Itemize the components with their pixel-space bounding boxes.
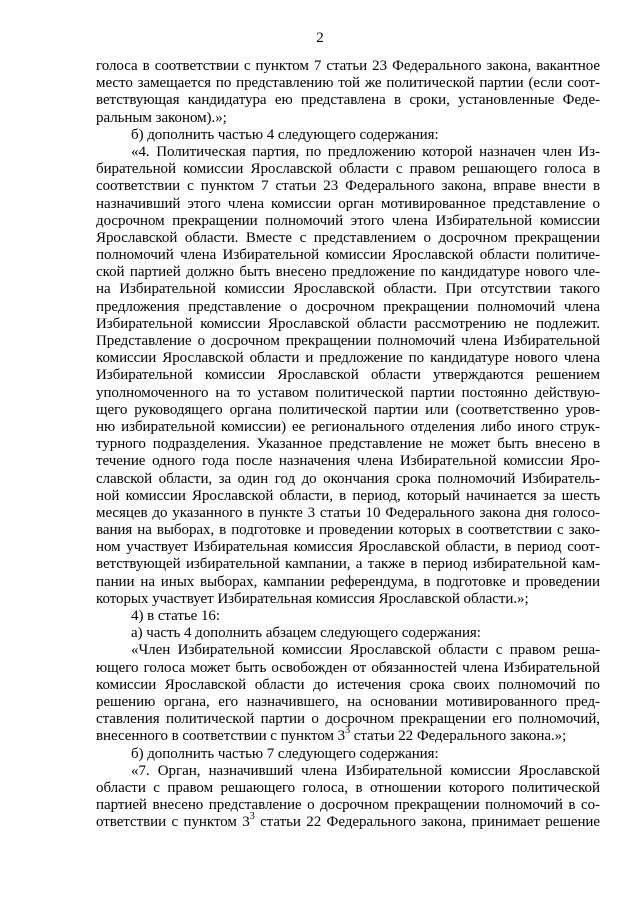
text-line bbox=[96, 625, 600, 642]
text-line bbox=[96, 350, 600, 367]
page-number: 2 bbox=[316, 30, 324, 46]
text-line bbox=[96, 247, 600, 264]
text-line-content: ской партией должно быть внесено предложение по кандидатуре нового чле- bbox=[96, 264, 600, 281]
text-line bbox=[96, 333, 600, 350]
text-line bbox=[96, 522, 600, 539]
text-line bbox=[96, 574, 600, 591]
text-line bbox=[96, 642, 600, 659]
text-line-content: назначивший этого члена комиссии орган мотивированное представление о bbox=[96, 195, 600, 212]
text-line bbox=[96, 367, 600, 384]
text-line bbox=[96, 213, 600, 230]
text-line bbox=[96, 402, 600, 419]
text-line-content: ню избирательной комиссии) ее регионального отделения либо иного струк- bbox=[96, 418, 600, 435]
text-line bbox=[96, 161, 600, 178]
text-line-content: бирательной комиссии Ярославской области с правом решающего голоса в bbox=[96, 161, 600, 178]
text-line-content: б) дополнить частью 4 следующего содержания: bbox=[131, 126, 439, 143]
text-line bbox=[96, 299, 600, 316]
text-line bbox=[96, 436, 600, 453]
text-line-content: Представление о досрочном прекращении полномочий члена Избирательной bbox=[96, 333, 600, 349]
text-line bbox=[96, 178, 600, 195]
superscript: 3 bbox=[249, 811, 255, 823]
text-line bbox=[96, 419, 600, 436]
text-line-content: турного подразделения. Указанное представление не может быть внесено в bbox=[96, 436, 600, 453]
text-line-content: пании на иных выборах, кампании референдума, в подготовке и проведении bbox=[96, 573, 600, 590]
text-line-content: вания на выборах, в подготовке и проведении которых в соответствии с зако- bbox=[96, 522, 600, 539]
text-line-content: «4. Политическая партия, по предложению которой назначен член Из- bbox=[131, 143, 600, 160]
text-line-content: ветствующей избирательной кампании, а также в период избирательной кам- bbox=[96, 556, 600, 573]
text-line-content: Избирательной комиссии Ярославской области утверждаются решением bbox=[96, 367, 600, 384]
text-line-content: ответствии с пунктом 3 bbox=[96, 814, 250, 831]
text-line-content: ной комиссии Ярославской области, в период, который начинается за шесть bbox=[96, 487, 600, 504]
text-line-content: на Избирательной комиссии Ярославской области. При отсутствии такого bbox=[96, 281, 600, 298]
text-line-content: ставления политической партии о досрочном прекращении его полномочий, bbox=[96, 711, 600, 728]
text-line-content: б) дополнить частью 7 следующего содержания: bbox=[131, 745, 439, 762]
text-line bbox=[96, 127, 600, 144]
text-line-content: области с правом решающего голоса, в отношении которого политической bbox=[96, 779, 600, 796]
text-line-content: течение одного года после назначения члена Избирательной комиссии Яро- bbox=[96, 453, 600, 470]
text-line-content: соответствии с пунктом 7 статьи 23 Федерального закона, вправе внести в bbox=[96, 178, 600, 195]
text-line-content: уполномоченного на то уставом политической партии постоянно действую- bbox=[96, 384, 600, 401]
text-line bbox=[96, 58, 600, 75]
text-line-content: 4) в статье 16: bbox=[131, 608, 220, 624]
text-line-content: ветствующая кандидатура ею представлена в сроки, установленные Феде- bbox=[96, 92, 600, 109]
text-line-content: голоса в соответствии с пунктом 7 статьи 23 Федерального закона, вакантное bbox=[96, 58, 600, 74]
text-line bbox=[96, 488, 600, 505]
text-line-content: Избирательной комиссии Ярославской области рассмотрению не подлежит. bbox=[96, 315, 600, 332]
text-line-content: внесенного в соответствии с пунктом 3 bbox=[96, 728, 346, 745]
text-line bbox=[96, 144, 600, 161]
text-line bbox=[96, 316, 600, 333]
text-line bbox=[96, 797, 600, 814]
text-line-content: ном участвует Избирательная комиссия Ярославской области, в период соот- bbox=[96, 539, 600, 556]
text-line bbox=[96, 556, 600, 573]
text-line bbox=[96, 196, 600, 213]
text-line bbox=[96, 110, 600, 127]
text-line-content: которых участвует Избирательная комиссия Ярославской области.»; bbox=[96, 590, 529, 607]
text-line-content: полномочий члена Избирательной комиссии Ярославской области политиче- bbox=[96, 247, 600, 264]
text-line-content: Ярославской области. Вместе с представлением о досрочном прекращении bbox=[96, 229, 600, 246]
text-line bbox=[96, 75, 600, 92]
text-line-content: место замещается по представлению той же политической партии (если соот- bbox=[96, 75, 600, 92]
text-line bbox=[96, 453, 600, 470]
text-line-content: месяцев до указанного в пункте 3 статьи 10 Федерального закона дня голосо- bbox=[96, 504, 600, 521]
text-line bbox=[96, 725, 600, 745]
text-line-tail: статьи 22 Федерального закона, принимает решение bbox=[254, 814, 601, 831]
text-line bbox=[96, 281, 600, 298]
text-line bbox=[96, 811, 601, 831]
text-line bbox=[96, 608, 600, 625]
text-line bbox=[96, 694, 600, 711]
text-line-content: а) часть 4 дополнить абзацем следующего содержания: bbox=[131, 625, 481, 642]
text-line bbox=[96, 763, 600, 780]
text-line-content: досрочном прекращении полномочий этого члена Избирательной комиссии bbox=[96, 212, 600, 229]
text-line bbox=[96, 660, 600, 677]
text-line bbox=[96, 385, 600, 402]
text-line-content: предложения представление о досрочном прекращении полномочий члена bbox=[96, 298, 600, 315]
superscript: 3 bbox=[345, 725, 351, 737]
text-line bbox=[96, 539, 600, 556]
text-line-content: ющего голоса может быть освобожден от обязанностей члена Избирательной bbox=[96, 659, 600, 676]
text-line bbox=[96, 230, 600, 247]
text-line bbox=[96, 92, 600, 109]
text-line-content: партией внесено представление о досрочном прекращении полномочий в со- bbox=[96, 797, 600, 814]
text-line-content: «7. Орган, назначивший члена Избирательной комиссии Ярославской bbox=[131, 762, 600, 779]
text-line bbox=[96, 677, 600, 694]
text-line bbox=[96, 780, 600, 797]
text-line-content: решению органа, его назначившего, на основании мотивированного пред- bbox=[96, 693, 600, 710]
text-line-content: комиссии Ярославской области и предложение по кандидатуре нового члена bbox=[96, 350, 600, 367]
text-line bbox=[96, 746, 600, 763]
text-line bbox=[96, 591, 600, 608]
text-line bbox=[96, 505, 600, 522]
text-line-content: комиссии Ярославской области до истечения срока своих полномочий по bbox=[96, 676, 600, 693]
text-line-tail: статьи 22 Федерального закона.»; bbox=[350, 728, 567, 745]
text-line-content: славской области, за один год до окончания срока полномочий Избиратель- bbox=[96, 470, 600, 487]
text-line bbox=[96, 264, 600, 281]
text-line-content: щего руководящего органа политической партии или (соответственно уров- bbox=[96, 401, 600, 418]
text-line bbox=[96, 471, 600, 488]
document-body bbox=[96, 58, 600, 831]
text-line-content: ральным законом).»; bbox=[96, 109, 227, 126]
text-line-content: «Член Избирательной комиссии Ярославской области с правом реша- bbox=[131, 642, 600, 659]
